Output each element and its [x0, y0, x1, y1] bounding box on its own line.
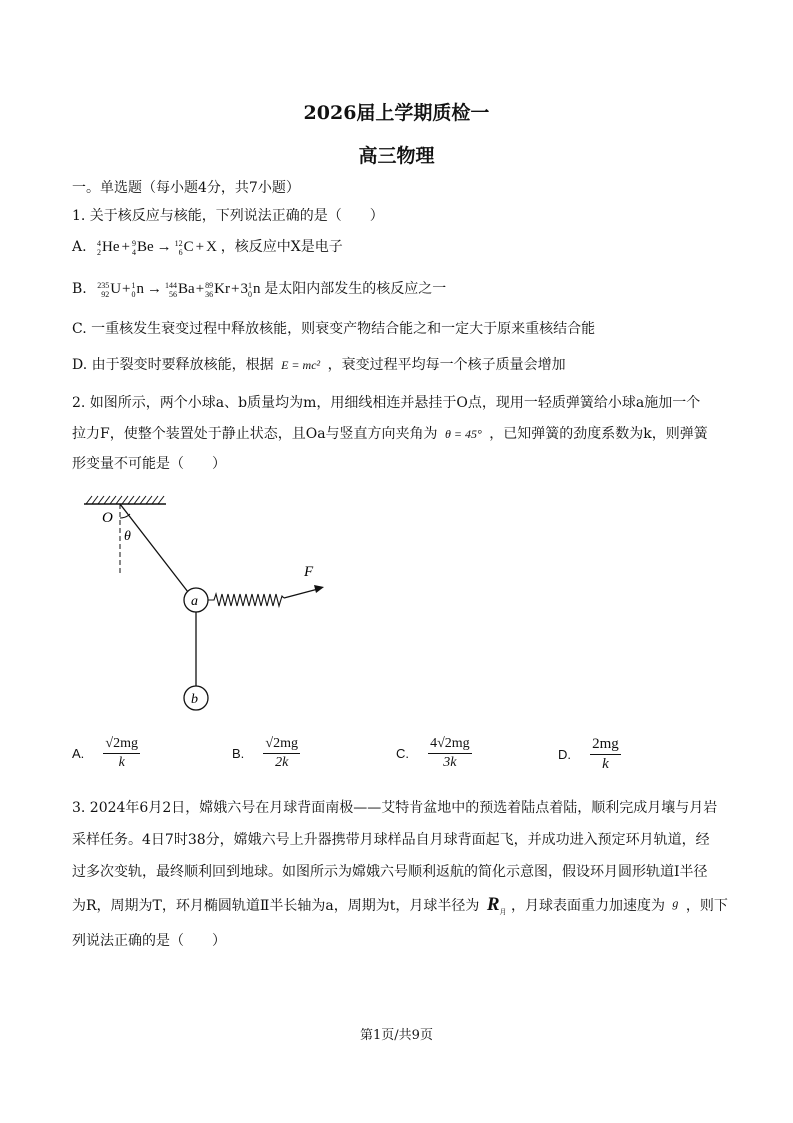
- q3-line2: 采样任务。4日7时38分，嫦娥六号上升器携带月球样品自月球背面起飞，并成功进入预定环月轨道，经: [72, 832, 710, 848]
- q1-d-prefix: D. 由于裂变时要释放核能，根据: [72, 357, 274, 373]
- q2-a-fraction: [103, 736, 140, 771]
- q3-line1: 3. 2024年6月2日，嫦娥六号在月球背面南极——艾特肯盆地中的预选着陆点着陆，顺利完成月壤与月岩: [72, 800, 718, 816]
- q3-line4-mid: ，月球表面重力加速度为: [510, 898, 665, 914]
- q1-option-a: [72, 236, 343, 257]
- q3-line4-pre: 为R，周期为T，环月椭圆轨道Ⅱ半长轴为a，周期为t，月球半径为: [72, 898, 480, 914]
- label-b: b: [191, 692, 198, 707]
- q2-c-label: C.: [396, 746, 409, 761]
- q3-line3: 过多次变轨，最终顺利回到地球。如图所示为嫦娥六号顺利返航的简化示意图，假设环月圆形轨道Ⅰ半径: [72, 864, 708, 880]
- q1-option-b: [72, 278, 446, 299]
- q1-a-text: ，核反应中X是电子: [220, 239, 343, 255]
- q2-line1: 2. 如图所示，两个小球a、b质量均为m，用细线相连并悬挂于O点，现用一轻质弹簧给小球a施加一个: [72, 395, 701, 411]
- q1-b-text: 是太阳内部发生的核反应之一: [264, 281, 447, 297]
- q1-a-label: A.: [72, 239, 87, 255]
- q3-line4-post: ，则下: [685, 898, 728, 914]
- label-f: F: [304, 564, 314, 580]
- exam-subject: 高三物理: [358, 145, 435, 167]
- q2-c-fraction: [428, 736, 472, 771]
- q1-b-label: B.: [72, 281, 87, 297]
- q2-option-b: [232, 736, 300, 771]
- q2-b-den: 2k: [275, 755, 289, 770]
- q2-line3: 形变量不可能是（ ）: [72, 456, 226, 472]
- force-arrowhead: [314, 585, 324, 593]
- q2-b-label: B.: [232, 746, 245, 761]
- q2-angle-formula: θ = 45°: [445, 427, 482, 441]
- exam-title: 2026届上学期质检一: [303, 102, 490, 124]
- q2-line2-post: ，已知弹簧的劲度系数为k，则弹簧: [489, 426, 708, 442]
- q1-d-formula: E = mc²: [281, 358, 321, 372]
- q3-line4: [72, 894, 728, 917]
- q1-d-suffix: ，衰变过程平均每一个核子质量会增加: [327, 357, 566, 373]
- q2-d-den: k: [602, 756, 609, 772]
- q1-a-equation: 4 2 He + 9 4 Be → 12 6 C + X: [97, 238, 221, 257]
- label-o: O: [102, 510, 113, 526]
- q2-option-c: [396, 736, 472, 771]
- q2-a-label: A.: [72, 746, 85, 761]
- q2-d-fraction: [590, 736, 621, 773]
- q2-a-den: k: [118, 755, 125, 770]
- q2-option-a: [72, 736, 140, 771]
- page-number: 第1页/共9页: [360, 1028, 433, 1043]
- q1-option-c: C. 一重核发生衰变过程中释放核能，则衰变产物结合能之和一定大于原来重核结合能: [72, 321, 596, 337]
- q2-d-label: D.: [558, 747, 571, 762]
- q3-moon-radius-symbol: R: [486, 894, 500, 915]
- spring: [208, 594, 284, 606]
- q1-option-d: [72, 354, 566, 374]
- q2-c-den: 3k: [443, 755, 457, 770]
- q2-line2: [72, 423, 708, 443]
- q3-moon-radius-subscript: 月: [499, 908, 507, 916]
- section-heading: 一。单选题（每小题4分，共7小题）: [72, 180, 300, 196]
- q3-line5: 列说法正确的是（ ）: [72, 933, 226, 949]
- q2-c-num: 4√2mg: [428, 736, 472, 754]
- q1-stem: 1. 关于核反应与核能，下列说法正确的是（ ）: [72, 208, 384, 224]
- label-theta: θ: [124, 529, 131, 544]
- q2-b-fraction: [263, 736, 300, 771]
- q2-a-num: √2mg: [103, 736, 140, 754]
- string-oa: [120, 504, 188, 592]
- q2-figure: [78, 488, 338, 718]
- q2-d-num: 2mg: [590, 736, 621, 755]
- ceiling-hatch: [86, 496, 164, 504]
- q2-line2-pre: 拉力F，使整个装置处于静止状态，且Oa与竖直方向夹角为: [72, 426, 438, 442]
- label-a: a: [191, 594, 198, 609]
- q2-option-d: [558, 736, 621, 773]
- q3-gravity-symbol: g: [672, 896, 679, 910]
- force-arrow-line: [284, 589, 318, 598]
- q2-b-num: √2mg: [263, 736, 300, 754]
- q1-b-equation: 235 92 U+ 1 0 n → 144 56 Ba+ 89 36 Kr+3 1 0 n: [97, 280, 265, 299]
